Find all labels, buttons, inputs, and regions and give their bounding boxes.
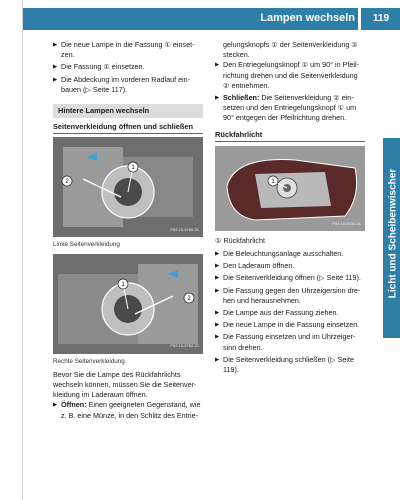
- figure-caption: Rechte Seitenverkleidung: [53, 357, 125, 365]
- step-item: ▶ Die Beleuchtungsanlage ausschalten.: [215, 249, 365, 259]
- page-header: [23, 8, 400, 30]
- step-item: ▶ Die Lampe aus der Fassung ziehen.: [215, 308, 365, 318]
- figure-code: P82.10-9762-31: [170, 343, 199, 349]
- step-item: ▶ Die Seitenverkleidung öffnen (▷ Seite 119).: [215, 273, 365, 283]
- figure-right-panel: [53, 254, 203, 354]
- callout-2: 2: [65, 179, 69, 186]
- right-column: [215, 40, 365, 377]
- left-panel-illustration: [53, 137, 203, 237]
- step-item: ▶ Die neue Lampe in die Fassung einsetzen.: [215, 320, 365, 330]
- figure-code: P82.10-9765-31: [170, 227, 199, 233]
- intro-paragraph: Bevor Sie die Lampe des Rückfahrlichts wechseln können, müssen Sie die Seitenverkleidung im Laderaum öffnen.: [53, 369, 197, 400]
- callout-2: 2: [187, 295, 191, 302]
- callout-1: 1: [121, 281, 125, 288]
- step-item: ▶ Die Fassung gegen den Uhrzeigersinn drehen und herausnehmen.: [215, 286, 365, 306]
- step-item: ▶ Die neue Lampe in die Fassung ① einsetzen.: [53, 40, 203, 60]
- section-heading: Hintere Lampen wechseln: [53, 104, 203, 118]
- step-item: ▶ Die Fassung ① einsetzen.: [53, 62, 203, 72]
- step-label: Schließen:: [223, 93, 260, 103]
- steps-list: [215, 249, 365, 375]
- figure-reverse-light: [215, 146, 365, 231]
- step-item: ▶ Den Laderaum öffnen.: [215, 261, 365, 271]
- subsection-heading: Seitenverkleidung öffnen und schließen: [53, 122, 203, 134]
- step-label: Öffnen:: [61, 400, 87, 410]
- step-item: ▶ Die Abdeckung im vorderen Radlauf einbauen (▷ Seite 117).: [53, 75, 203, 95]
- chapter-tab-label: Licht und Scheibenwischer: [387, 168, 399, 299]
- manual-page: [22, 0, 400, 500]
- callout-1: 1: [131, 165, 135, 172]
- figure-code: P82.10-9234-31: [332, 220, 361, 226]
- step-item: ▶ Die Seitenverkleidung schließen (▷ Seite 119).: [215, 355, 365, 375]
- page-number: 119: [361, 8, 400, 30]
- figure-left-panel: [53, 137, 203, 237]
- section-heading: Rückfahrlicht: [215, 130, 365, 142]
- step-item: ▶ Die Fassung einsetzen und im Uhrzeigersinn drehen.: [215, 332, 365, 352]
- step-text: Einen geeigneten Gegenstand, wie z. B. eine Münze, in den Schlitz des Entrie-: [61, 400, 201, 420]
- callout-1: 1: [271, 178, 275, 185]
- figure-caption: Linke Seitenverkleidung: [53, 241, 120, 249]
- header-title: Lampen wechseln: [260, 12, 355, 24]
- close-step: [215, 93, 365, 124]
- open-step: [53, 400, 203, 420]
- continued-text: gelungsknopfs ① der Seitenverkleidung ② stecken.: [223, 40, 358, 60]
- step-item: ▶ Den Entriegelungsknopf ① um 90° in Pfeilrichtung drehen und die Seitenverkleidung ② entnehmen.: [215, 60, 365, 91]
- figure-legend: ① Rückfahrlicht: [215, 235, 265, 245]
- right-panel-illustration: [53, 254, 203, 354]
- left-column: [53, 40, 203, 423]
- step-text: Die Seitenverkleidung ② einsetzen und den Entriegelungsknopf ① um 90° entgegen der Pfeilrichtung drehen.: [223, 93, 357, 123]
